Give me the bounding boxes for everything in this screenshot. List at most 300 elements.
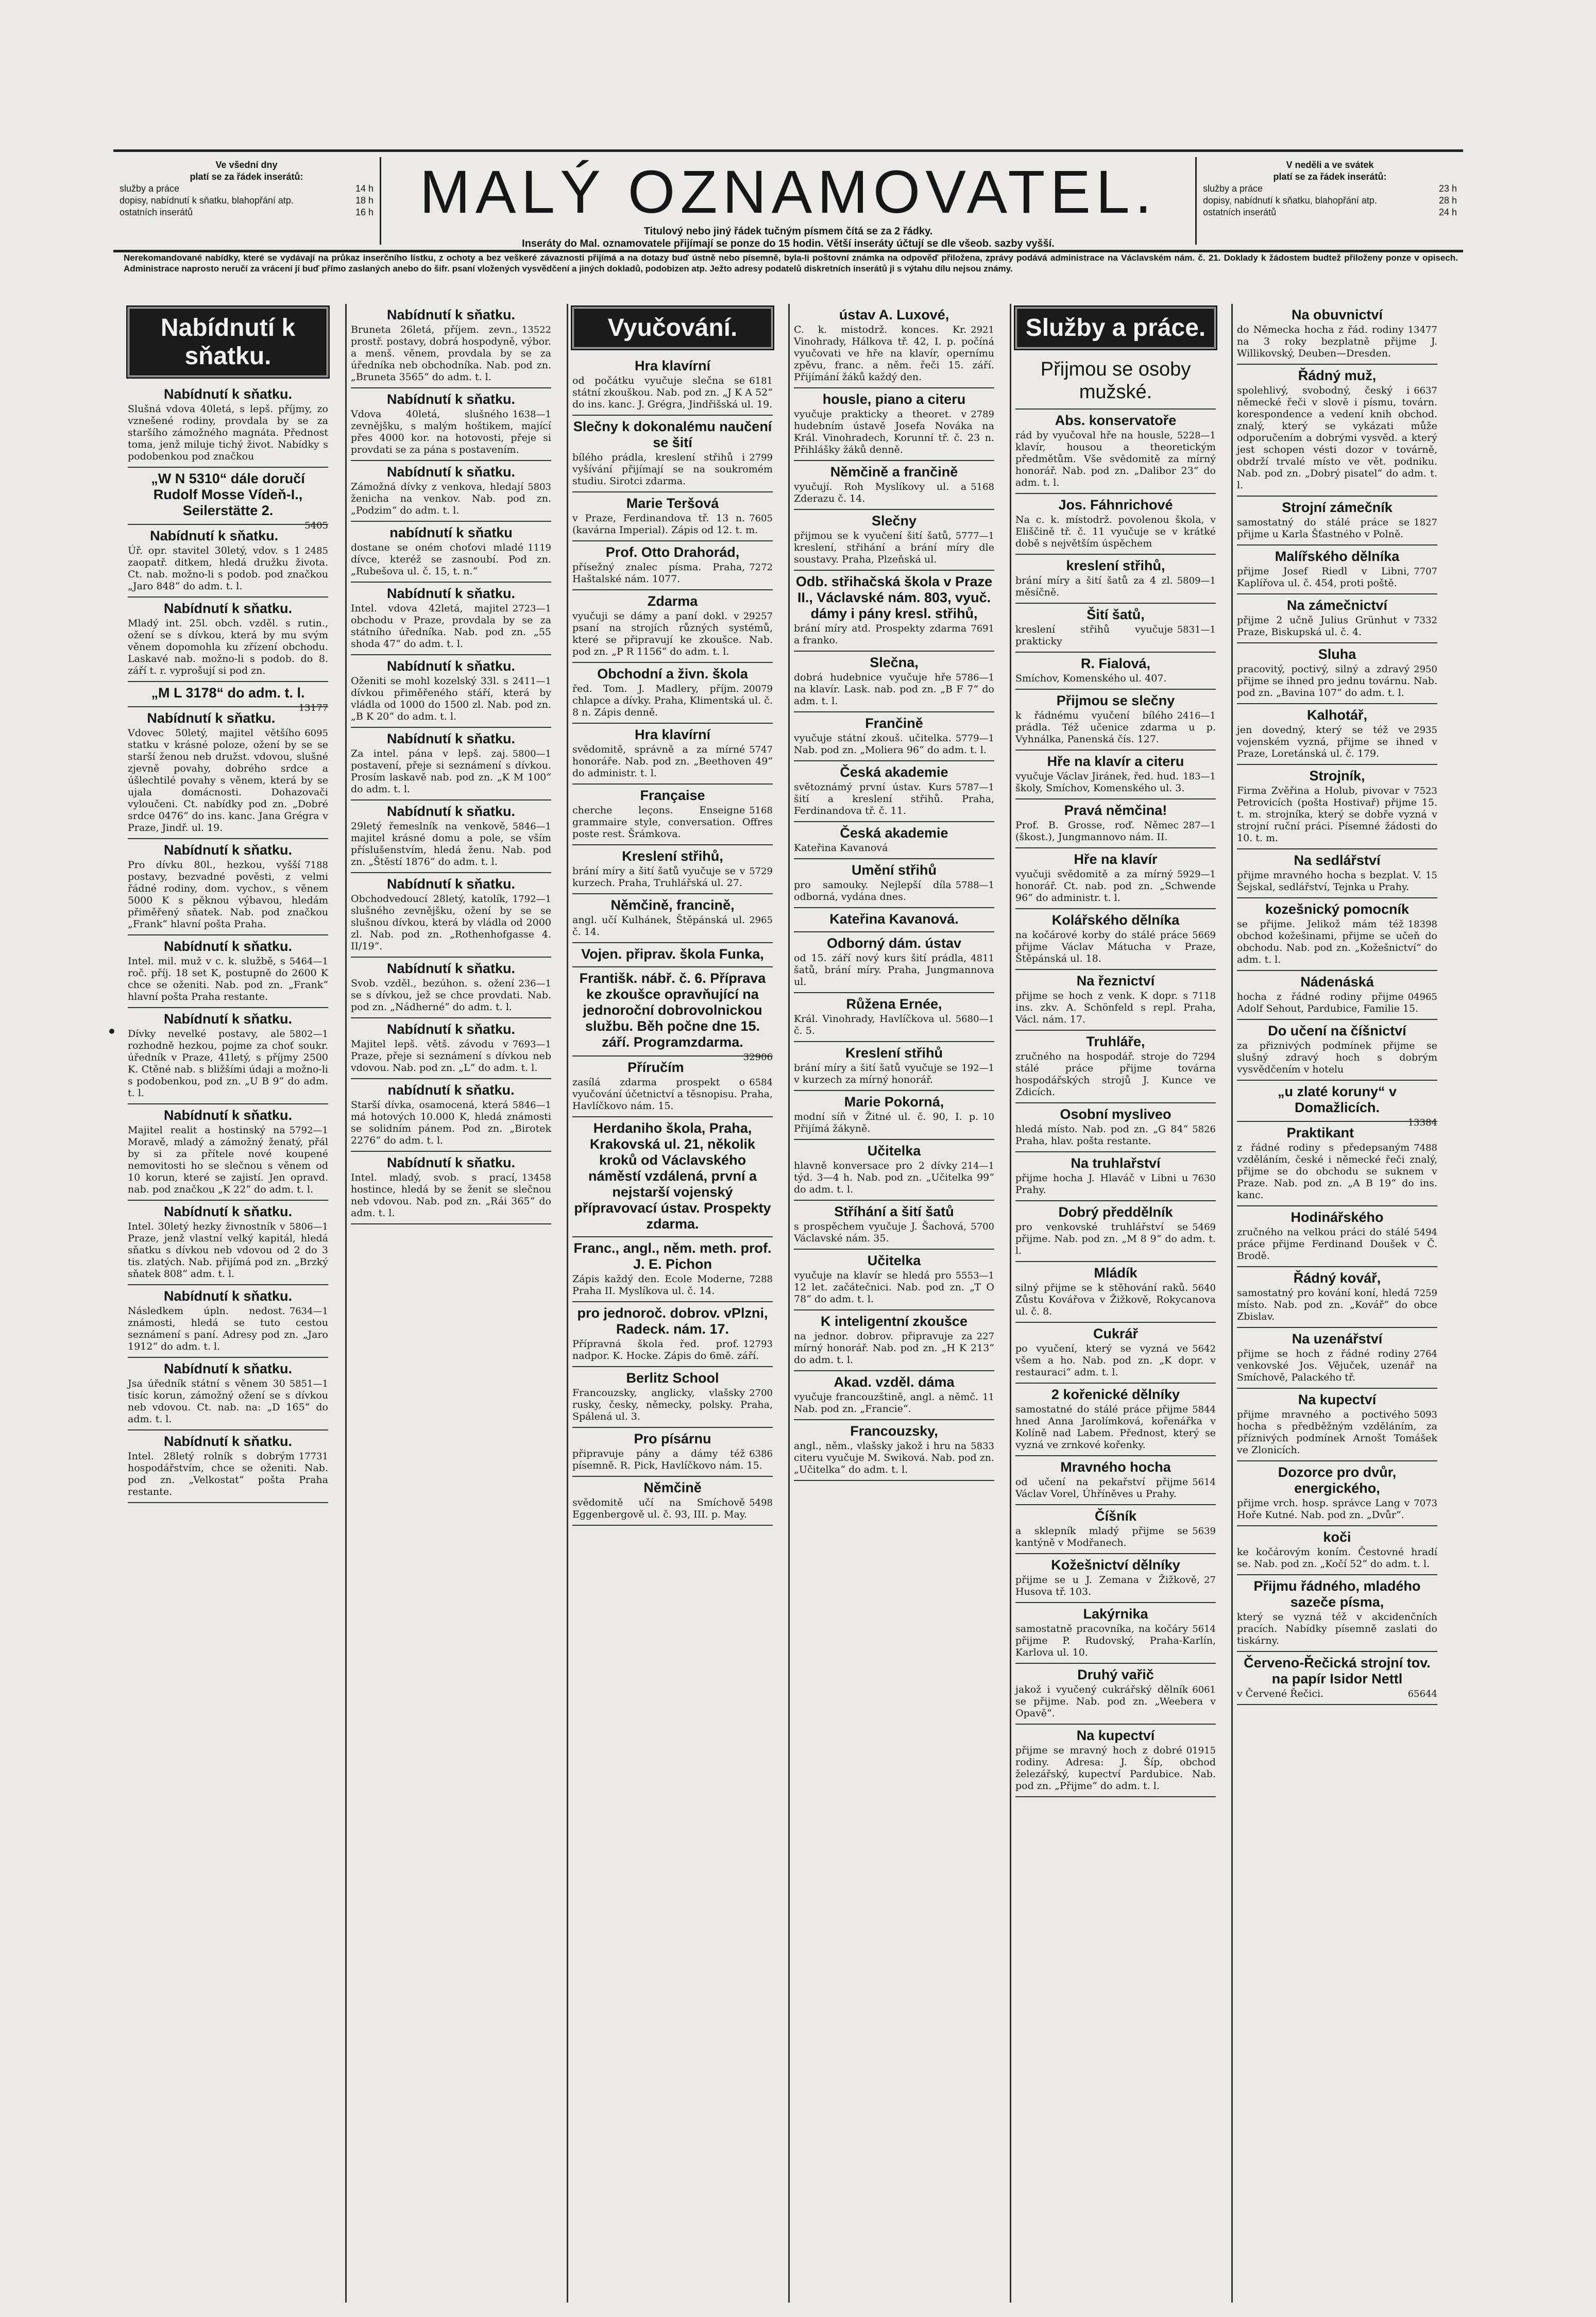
ad-title: Nabídnutí k sňatku. [163,939,293,954]
ad-body: Pro dívku 80l., hezkou, vyšší postavy, bezvadné pověsti, z velmi řádné rodiny, dom. vychov., s věnem 5000 K s pěknou výbavou, hledám přiměřený sňatek. Nab. pod značkou „Frank“ hlavní pošta Praha. [128,859,328,930]
classified-ad [794,571,994,652]
classified-ad [572,1302,773,1367]
ad-column-inner [790,304,998,1481]
classified-ad [572,1428,773,1477]
ad-title: Česká akademie [840,764,948,780]
ad-number: 5779—1 [955,733,994,744]
ad-body: přijme se mravný hoch z dobré rodiny. Adresa: J. Šíp, obchod železářský, kupectví Pardubice. Nab. pod zn. „Přijme“ do adm. t. l. [1015,1745,1216,1792]
ad-body-wrap [794,623,994,646]
classified-ad [1237,1206,1437,1267]
ad-body-wrap [128,1028,328,1099]
ad-title: Šití šatů, [1086,607,1145,622]
ad-number: 17731 [298,1451,328,1462]
ad-title: Nabídnutí k sňatku. [163,1204,293,1219]
classified-ad [351,655,551,728]
ad-body: silný přijme se k stěhování raků. Zůstu Kovářova v Žižkově, Rokycanova ul. č. 8. [1015,1282,1216,1317]
ad-body-wrap [351,408,551,456]
ad-number: 5826 [1192,1124,1216,1135]
classified-ad [1237,1328,1437,1389]
ad-body: z řádné rodiny s předepsaným vzděláním, české i německé řeči znalý, přijme se do obchodu se suknem v Praze. Nab. pod zn. „A B 19“ do ins. kanc. [1237,1142,1437,1201]
ad-body: Dívky nevelké postavy, ale rozhodně hezkou, pojme za choť soukr. úředník v Praze, 41letý, s příjmy 2500 K. Ctěné nab. s bližšími údaji a možno-li s podobenkou, pod zn. „U B 9“ do adm. t. l. [128,1028,328,1099]
classified-ad [1237,1081,1437,1128]
ad-body: pracovitý, poctivý, silný a zdravý přijme se ihned pro jednu továrnu. Nab. pod zn. „Bavina 107“ do adm. t. l. [1237,663,1437,698]
classified-ad [1237,1575,1437,1652]
classified-ad [1015,1725,1216,1797]
ad-body: dostane se oném choťovi mladé dívce, kteréž se zasnoubí. Pod zn. „Rubešova ul. č. 15, t. n.“ [351,542,551,577]
ad-body-wrap [1015,1123,1216,1147]
ad-body-wrap [794,1440,994,1476]
ad-body: vyučuje na klavír se hledá pro 12 let. začátečnici. Nab. pod zn. „T O 78“ do adm. t. l. [794,1270,994,1305]
ad-title: Na truhlařství [1071,1155,1161,1171]
ad-body-wrap [1237,918,1437,966]
ad-number: 2411—1 [512,676,551,687]
classified-ad [794,1091,994,1140]
classified-ad [128,1285,328,1358]
ad-body: přijme se hoch z řádné rodiny venkovské Jos. Vějuček, uzenář na Smíchově, Palackého tř. [1237,1348,1437,1383]
ad-title: Odb. střihačská škola v Praze II., Václavské nám. 803, vyuč. dámy i pány kresl. střihů, [795,574,993,621]
ad-number: 10 [982,1112,994,1122]
ad-body: vyučuji se dámy a paní dokl. v psaní na strojích různých systémů, které se připravují ke zkoušce. Nab. pod zn. „P R 1156“ do adm. t. l. [572,610,773,657]
ad-title: Němčině a frančině [830,464,958,480]
ad-title: Na zámečnictví [1286,598,1388,613]
ad-number: 7073 [1414,1498,1437,1509]
masthead [113,149,1463,252]
ad-body-wrap [1015,771,1216,794]
ad-body: Kateřina Kavanová [794,842,888,854]
ad-number: 7272 [749,562,773,573]
classified-ad [1015,1152,1216,1201]
ad-title: Marie Pokorná, [844,1094,944,1110]
ad-number: 6181 [749,376,773,386]
classified-ad [1237,898,1437,971]
ad-body-wrap [572,744,773,779]
ad-number: 5168 [749,805,773,816]
ad-body: Intel. mladý, svob. s prací, hostince, hledá by se ženit se slečnou neb vdovou. Nab. pod zn. „Rái 365“ do adm. t. l. [351,1172,551,1219]
ad-body-wrap [1015,1343,1216,1378]
ad-number: 5669 [1192,930,1216,941]
classified-ad [128,1358,328,1430]
classified-ad [794,1140,994,1201]
ad-body-wrap [572,1497,773,1521]
ad-body: Na c. k. místodrž. povolenou škola, v Eliščině tř. č. 11 vyučuje se v krátké době s největším úspěchem [1015,514,1216,549]
ad-body: Intel. 30letý hezky živnostník v Praze, jenž vlastní velký kapitál, hledá sňatku s dívkou neb vdovou od 2 do 3 tis. zlatých. Nab. přijímá pod zn. „Brzký sňatek 808“ adm. t. l. [128,1221,328,1280]
weekday-rates-box [113,157,381,245]
ad-title: Hodinářského [1291,1209,1384,1225]
section-subtitle: Přijmou se osoby mužské. [1015,355,1216,410]
ad-body-wrap [1015,868,1216,904]
classified-ad [351,388,551,461]
classified-ad [572,943,773,967]
classified-ad [128,525,328,598]
ad-title: Nabídnutí k sňatku. [386,804,516,819]
ad-number: 5786—1 [955,672,994,683]
ad-title: Na kupectví [1076,1728,1155,1743]
ad-title: Kreslení střihů [845,1045,943,1061]
ad-column [345,304,555,2303]
ad-body: v Praze, Ferdinandova tř. 13 n. (kavárna Imperial). Zápis od 12. t. m. [572,513,758,536]
ad-body-wrap [572,805,773,840]
ad-body-wrap [128,1221,328,1280]
classified-ad [794,1250,994,1310]
ad-title: Kalhotář, [1306,707,1368,723]
ad-number: 32906 [743,1052,773,1063]
ad-body-wrap [1015,820,1216,843]
ad-title: Française [640,788,705,803]
classified-ad [1237,643,1437,704]
ad-number: 5809—1 [1177,575,1216,586]
rate-line: služby a práce 23 h [1203,183,1457,194]
ad-title: nabídnutí k sňatku [389,525,513,540]
ad-body-wrap [572,452,773,487]
ad-number: 183—1 [1183,771,1216,782]
classified-ad [794,304,994,388]
classified-ad [1015,690,1216,751]
ad-body: a sklepník mladý přijme se kantýně v Modřanech. [1015,1525,1188,1548]
ad-number: 7634—1 [289,1306,328,1317]
ad-body-wrap [1237,324,1437,360]
ad-body: Intel. mil. muž v c. k. službě, s roč. příj. 18 set K, postupně do 2600 K chce se oženiti. Nab. pod zn. „Frank“ hlavní pošta Praha restante. [128,956,328,1002]
classified-ad [794,908,994,932]
ad-body: modní síň v Žitné ul. č. 90, I. p. Přijímá žákyně. [794,1111,979,1134]
ad-title: K inteligentní zkoušce [820,1314,968,1329]
ad-title: Nabídnutí k sňatku. [163,386,293,402]
ad-title: Na řeznictví [1076,973,1155,989]
ad-body-wrap [1015,1221,1216,1257]
ad-title: Sluha [1318,646,1356,662]
ad-title: Nabídnutí k sňatku. [163,1108,293,1123]
ad-title: Kožešnictví dělníky [1051,1557,1180,1573]
ad-body-wrap [794,1013,994,1037]
ad-number: 5787—1 [955,782,994,793]
ad-title: Na uzenářství [1292,1331,1383,1347]
ad-body-wrap [794,1270,994,1305]
ad-number: 7294 [1192,1051,1216,1062]
ad-body-wrap [1237,615,1437,638]
section-heading: Vyučování. [572,307,773,349]
ad-body-wrap [1237,1611,1437,1647]
ad-title: Nabídnutí k sňatku. [163,1288,293,1304]
classified-ad [1237,1461,1437,1526]
ad-body: přísežný znalec písma. Praha, Haštalské nám. 1077. [572,561,745,585]
ad-columns [124,304,1463,2313]
ad-number: 5803 [528,482,551,492]
ad-number: 5469 [1192,1222,1216,1233]
ad-body-wrap [1237,1040,1437,1076]
classified-ad [128,1430,328,1503]
ad-body-wrap [1237,724,1437,760]
ad-number: 27 [1204,1575,1216,1586]
ad-title: Nabídnutí k sňatku. [386,464,516,480]
ad-body: vyučuji svědomitě a za mírný honorář. Ct. nab. pod zn. „Schwende 96“ do administr. t. l. [1015,868,1216,904]
ad-body-wrap [351,821,551,868]
ad-title: koči [1323,1529,1351,1545]
ad-title: Marie Teršová [626,496,719,511]
title-subtitle-2: Inseráty do Mal. oznamovatele přijímají se ponze do 15 hodin. Větší inseráty účtují se dle všeob. sazby vyšší. [522,238,1055,249]
ad-body: svědomitě učí na Smíchově Eggenbergově ul. č. 93, III. p. May. [572,1497,748,1520]
ad-number: 6584 [749,1077,773,1088]
ad-title: Číšník [1094,1508,1137,1524]
ad-title: Česká akademie [840,825,948,841]
ad-body: přijmou se k vyučení šití šatů, kreslení, střihání a brání míry dle soustavy. Praha, Plzeňská ul. [794,530,994,565]
ad-body-wrap [1015,624,1216,648]
ad-number: 5802—1 [289,1029,328,1040]
classified-ad [128,682,328,713]
ad-column [1010,304,1220,2303]
classified-ad [351,1079,551,1152]
ad-number: 5639 [1192,1526,1216,1537]
ad-number: 236—1 [518,978,551,989]
ad-body-wrap [128,727,328,834]
ad-title: Druhý vařič [1077,1667,1154,1682]
ad-body: zasílá zdarma prospekt o vyučování účetnictví a těsnopisu. Praha, Havlíčkovo nám. 15. [572,1077,773,1112]
ad-body: přijme se hoch z venk. K dopr. s ins. zkv. A. Schönfeld s repl. Praha, Václ. nám. 17. [1015,990,1216,1025]
ad-body-wrap [1015,1745,1216,1792]
classified-ad [572,355,773,416]
classified-ad [1015,751,1216,799]
ad-number: 11 [982,1392,994,1403]
classified-ad [794,388,994,461]
ad-title: Praktikant [1286,1125,1354,1140]
ad-body: dobrá hudebnice vyučuje hře na klavír. Lask. nab. pod zn. „B F 7“ do adm. t. l. [794,672,994,707]
ad-body-wrap [351,675,551,723]
ad-body-wrap [794,1160,994,1196]
ad-number: 01915 [1186,1745,1216,1756]
ad-body: na kočárové korby do stálé práce přijme Václav Mátucha v Praze, Štěpánská ul. 18. [1015,929,1216,964]
ad-body-wrap [1237,1546,1437,1570]
ad-body: Vdova 40letá, slušného zevnějšku, s malým hoštikem, mající přes 4000 kor. na hotovosti, přeje si provdati se za pána s postavením. [351,408,551,455]
ad-body-wrap [128,859,328,930]
ad-number: 5498 [749,1497,773,1508]
ad-body-wrap [1237,1226,1437,1262]
classified-ad [1237,365,1437,497]
ad-title: Stříhání a šití šatů [834,1204,954,1219]
ad-title: Pro písárnu [634,1431,711,1446]
ad-number: 13458 [521,1172,551,1183]
classified-ad [572,894,773,943]
classified-ad [794,1310,994,1371]
ad-body-wrap [572,914,773,938]
ad-body-wrap [794,781,994,817]
ad-body-wrap [794,879,994,903]
ad-number: 7118 [1192,991,1216,1001]
classified-ad [1237,1267,1437,1328]
classified-ad [572,1367,773,1428]
ad-body-wrap [572,1273,773,1297]
ad-title: Herdaniho škola, Praha, Krakovská ul. 21, několik kroků od Václavského náměstí vzdálená, první a nejstarší vojenský přípravovací ústav. Prospekty zdarma. [574,1120,771,1232]
classified-ad [794,712,994,761]
ad-number: 1827 [1414,517,1437,528]
classified-ad [572,492,773,541]
ad-body: přijme mravného a poctivého hocha s předběžným vzděláním, za příznivých podmínek Arnošt Tomášek ve Zlonicích. [1237,1409,1437,1456]
ad-body: jen dovedný, který se též ve vojenském vyzná, přijme se ihned v Praze, Loretánská ul. č. 179. [1237,724,1437,759]
ad-number: 7259 [1414,1288,1437,1299]
ad-body-wrap [1015,1684,1216,1719]
ad-body: Obchodvedoucí 28letý, katolík, slušného zevnějšku, ožení by se se slušnou dívkou, která by vládla od 2000 zl. Nab. pod zn. „Rothenhofgasse 4. II/19“. [351,893,551,952]
ad-body-wrap [572,1387,773,1423]
ad-title: 2 kořenické dělníky [1051,1387,1180,1402]
ad-column [124,304,332,2303]
classified-ad [351,583,551,655]
ad-body: vyučuje francouzštině, angl. a němč. Nab. pod zn. „Francie“. [794,1391,979,1415]
ad-body: svědomitě, správně a za mírné honoráře. Nab. pod zn. „Beethoven 49“ do administr. t. l. [572,744,773,779]
ad-body-wrap [1237,385,1437,491]
classified-ad [128,1201,328,1285]
ad-title: Nabídnutí k sňatku. [386,876,516,892]
ad-number: 1638—1 [512,409,551,420]
classified-ad [1237,304,1437,365]
classified-ad [572,416,773,492]
ad-body-wrap [1015,710,1216,745]
ad-body-wrap [1237,1688,1437,1700]
ad-title: Na obuvnictví [1291,307,1383,322]
ad-number: 5851—1 [289,1378,328,1389]
ad-body: samostatně pracovníka, na kočáry přijme P. Rudovský, Praha-Karlín, Karlova ul. 10. [1015,1623,1216,1658]
classified-ad [572,590,773,663]
ad-body: s prospěchem vyučuje J. Šachová, Václavské nám. 35. [794,1221,967,1244]
classified-ad [572,1237,773,1302]
ad-number: 1119 [528,542,551,553]
ad-body: brání míry a šití šatů za 4 zl. měsíčně. [1015,575,1173,598]
classified-ad [351,304,551,388]
ad-body: pro venkovské truhlářství se přijme. Nab. pod zn. „M 8 9“ do adm. t. l. [1015,1221,1216,1256]
ad-body: angl. učí Kulhánek, Štěpánská ul. č. 14. [572,914,745,938]
ad-body: Bruneta 26letá, příjem. zevn., prostř. postavy, dobrá hospodyně, výbor. a menš. věnem, provdala by se za úředníka neb obchodníka. Nab. pod zn. „Bruneta 3565“ do adm. t. l. [351,324,551,383]
ad-body-wrap [351,748,551,795]
ad-title: Odborný dám. ústav [826,935,962,951]
ad-body-wrap [572,561,773,585]
ad-body: jakož i vyučený cukrářský dělník se přijme. Nab. pod zn. „Weebera v Opavě“. [1015,1684,1216,1719]
ad-number: 13477 [1407,325,1437,335]
ad-title: Dozorce pro dvůr, energického, [1278,1464,1397,1496]
ad-body: Majitel realit a hostinský na Moravě, mladý a zámožný ženatý, přál by si za přítele nové koupené nemovitosti ho se slečnou s věnem od 10 korun, které se zajistí. Jen opravd. nab. pod značkou „K 22“ do adm. t. l. [128,1125,328,1195]
ad-title: Nabídnutí k sňatku. [150,528,279,543]
ad-number: 2700 [749,1388,773,1399]
section-heading: Nabídnutí k sňatku. [128,307,328,377]
ad-title: Hře na klavír a citeru [1047,754,1184,769]
ad-body: po vyučení, který se vyzná ve všem a ho. Nab. pod zn. „K dopr. v restauraci“ adm. t. l. [1015,1343,1216,1378]
ad-title: Francouzsky, [850,1423,938,1439]
ad-body: přijme Josef Riedl v Libni, Kaplířova ul. č. 454, proti poště. [1237,566,1410,589]
ad-title: Slečny [871,513,917,529]
ad-body-wrap [128,618,328,677]
ad-body-wrap [794,530,994,566]
classified-ad [1015,1262,1216,1323]
classified-ad [128,383,328,468]
ad-body: vyučují. Roh Myslíkovy ul. a Zderazu č. 14. [794,481,967,504]
ad-title: „W N 5310“ dále doručí Rudolf Mosse Vídeň-I., Seilerstätte 2. [151,471,305,518]
ad-number: 2950 [1414,664,1437,675]
ad-title: Němčině [643,1480,702,1495]
ad-title: Kateřina Kavanová. [829,911,959,927]
ad-body: od učení na pekařství přijme Václav Vorel, Úhříněves u Prahy. [1015,1476,1188,1500]
ad-body-wrap [128,545,328,592]
ad-number: 7605 [749,513,773,524]
ad-title: Vojen. připrav. škola Funka, [581,946,764,962]
ad-title: Nabídnutí k sňatku. [386,961,516,976]
holiday-rates-subheading: platí se za řádek inserátů: [1273,172,1387,182]
ad-body-wrap [1237,1287,1437,1323]
ad-number: 287—1 [1183,820,1216,831]
ad-number: 5747 [749,744,773,755]
ad-body-wrap [1015,929,1216,965]
ad-body-wrap [794,672,994,707]
ad-body-wrap [1015,1051,1216,1098]
ad-body-wrap [1015,575,1216,599]
classified-ad [794,761,994,822]
ad-body-wrap [572,513,773,536]
page-title: MALÝ OZNAMOVATEL. [419,158,1157,226]
ad-body-wrap [794,842,994,854]
classified-ad [128,1008,328,1104]
ad-body: vyučuje Václav Jiránek, řed. hud. školy, Smíchov, Komenského ul. 3. [1015,771,1185,794]
ad-number: 2799 [749,452,773,463]
ad-body-wrap [1015,1476,1216,1500]
ad-body: zručného na hospodář. stroje do stálé práce přijme továrna hospodářských strojů J. Kunce ve Zdicích. [1015,1051,1216,1098]
ad-title: Nabídnutí k sňatku. [163,1361,293,1376]
ad-number: 04965 [1407,992,1437,1002]
ad-body-wrap [572,375,773,411]
ad-body-wrap [1237,517,1437,540]
ad-number: 192—1 [961,1063,994,1074]
ad-body: samostatný pro kování koní, hledá místo. Nab. pod zn. „Kovář“ do obce Zbislav. [1237,1287,1437,1322]
classified-ad [794,822,994,859]
ad-body-wrap [794,324,994,383]
ad-number: 2723—1 [512,603,551,614]
ad-body: Svob. vzděl., bezúhon. s. ožení se s dívkou, jež se chce provdati. Nab. pod zn. „Nádherné“ do adm. t. l. [351,978,551,1013]
ad-number: 4811 [971,953,994,964]
ad-title: Strojní zámečník [1282,500,1393,515]
ad-body: 29letý řemeslník na venkově, majitel krásné domu a pole, se vším příslušenstvím, hledá ženu. Nab. pod zn. „Štěstí 1876“ do adm. t. l. [351,821,551,867]
classified-ad [351,728,551,800]
classified-ad [572,724,773,785]
ad-body: brání míry atd. Prospekty zdarma a franko. [794,623,967,646]
ad-number: 18398 [1407,919,1437,930]
classified-ad [1237,971,1437,1020]
ad-body-wrap [794,1391,994,1415]
ad-number: 7332 [1414,615,1437,626]
ad-number: 12793 [743,1339,773,1350]
classified-ad [128,1104,328,1201]
ad-title: Strojník, [1309,768,1365,783]
rate-line: dopisy, nabídnutí k sňatku, blahopřání atp. 18 h [120,195,373,206]
holiday-rates-box [1195,157,1463,245]
ad-number: 7630 [1192,1173,1216,1184]
ad-body: světoznámý první ústav. Kurs šití a kreslení střihů. Praha, Ferdinandova tř. č. 11. [794,781,994,816]
ad-body-wrap [351,1172,551,1219]
ad-number: 20079 [743,684,773,694]
ad-body-wrap [1015,1172,1216,1196]
classified-ad [572,1057,773,1117]
ad-body: Král. Vinohrady, Havlíčkova ul. č. 5. [794,1013,952,1036]
ad-body-wrap [794,408,994,456]
ad-column [1231,304,1441,2303]
classified-ad [1237,1389,1437,1461]
ad-title: Kolářského dělníka [1051,912,1180,928]
ad-body: Majitel lepš. větš. závodu v Praze, přeje si seznámení s dívkou neb vdovou. Nab. pod zn. „L“ do adm. t. l. [351,1038,551,1074]
ad-body: Oženiti se mohl kozelský 33l. s dívkou přiměřeného stáří, která by vládla od 1000 do 1500 zl. Nab. pod zn. „B K 20“ do adm. t. l. [351,675,551,722]
ad-number: 5642 [1192,1343,1216,1354]
ad-body-wrap [1237,566,1437,589]
classified-ad [794,1371,994,1420]
ad-number: 7488 [1414,1143,1437,1153]
ad-title: Kreslení střihů, [622,848,723,864]
ad-body-wrap [1237,1348,1437,1384]
ad-body: Slušná vdova 40letá, s lepš. příjmy, zo vznešené rodiny, provdala by se za staršího zámožného magnáta. Přednost toma, jenž miluje tichý život. Nabídky s podobenkou pod značkou [128,403,328,462]
ad-number: 5614 [1192,1624,1216,1634]
title-area [392,152,1185,250]
ad-number: 6386 [749,1449,773,1459]
classified-ad [794,510,994,571]
